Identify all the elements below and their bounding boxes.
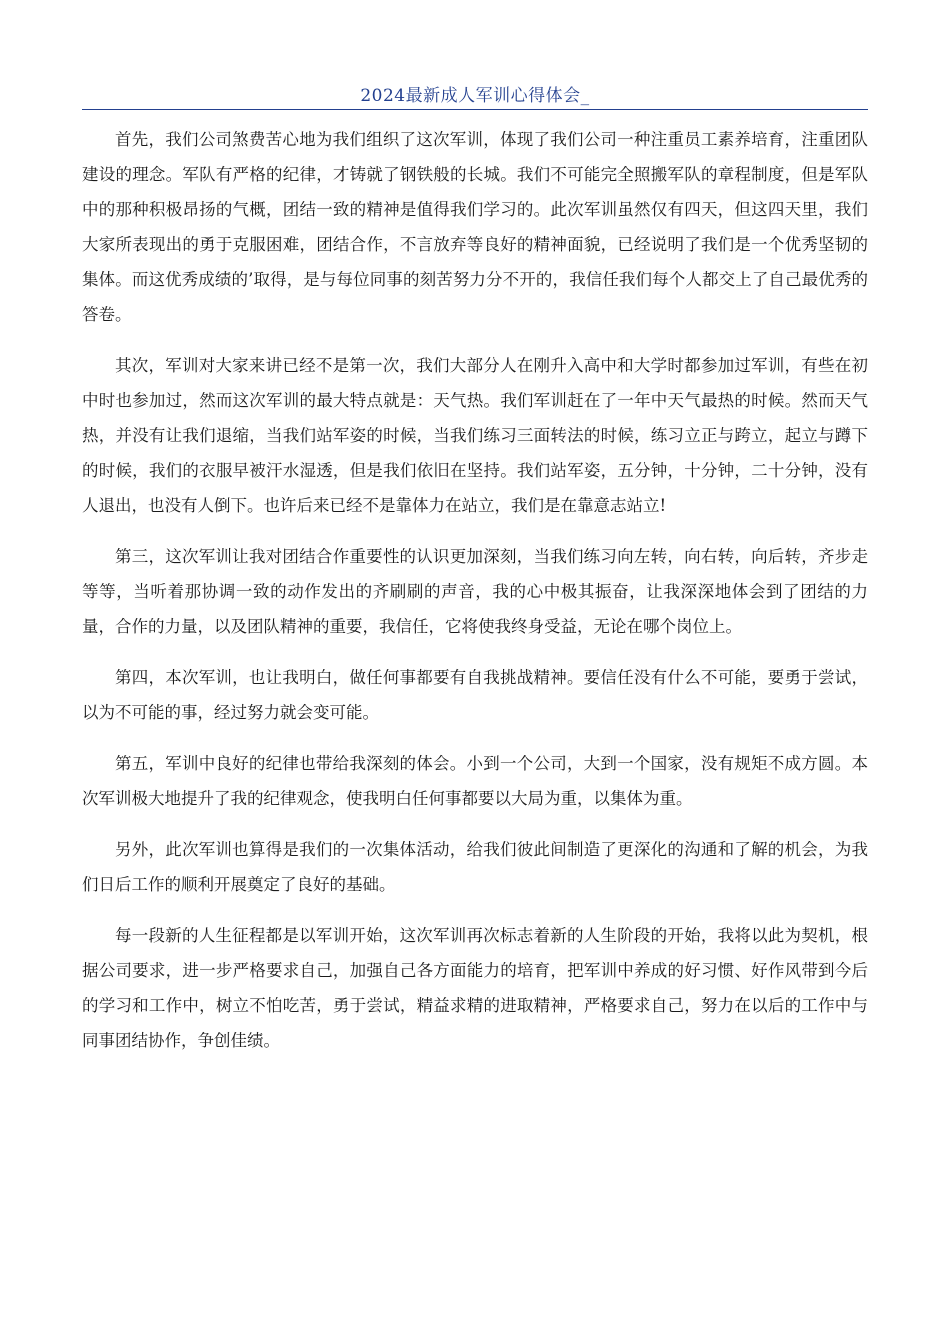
paragraph-3: 第三，这次军训让我对团结合作重要性的认识更加深刻，当我们练习向左转，向右转，向后转，齐步走等等，当听着那协调一致的动作发出的齐刷刷的声音，我的心中极其振奋，让我深深地体会到了团结的力量，合作的力量，以及团队精神的重要，我信任，它将使我终身受益，无论在哪个岗位上。 (82, 547, 868, 636)
document-body (82, 122, 868, 1074)
paragraph-5: 第五，军训中良好的纪律也带给我深刻的体会。小到一个公司，大到一个国家，没有规矩不成方圆。本次军训极大地提升了我的纪律观念，使我明白任何事都要以大局为重，以集体为重。 (82, 754, 868, 808)
document-title: 2024最新成人军训心得体会_ (360, 86, 590, 106)
paragraph-7: 每一段新的人生征程都是以军训开始，这次军训再次标志着新的人生阶段的开始，我将以此为契机，根据公司要求，进一步严格要求自己，加强自己各方面能力的培育，把军训中养成的好习惯、好作风带到今后的学习和工作中，树立不怕吃苦，勇于尝试，精益求精的进取精神，严格要求自己，努力在以后的工作中与同事团结协作，争创佳绩。 (82, 926, 868, 1050)
paragraph-4: 第四，本次军训，也让我明白，做任何事都要有自我挑战精神。要信任没有什么不可能，要勇于尝试，以为不可能的事，经过努力就会变可能。 (82, 668, 868, 722)
paragraph-1: 首先，我们公司煞费苦心地为我们组织了这次军训，体现了我们公司一种注重员工素养培育，注重团队建设的理念。军队有严格的纪律，才铸就了钢铁般的长城。我们不可能完全照搬军队的章程制度，但是军队中的那种积极昂扬的气概，团结一致的精神是值得我们学习的。此次军训虽然仅有四天，但这四天里，我们大家所表现出的勇于克服困难，团结合作，不言放弃等良好的精神面貌，已经说明了我们是一个优秀坚韧的集体。而这优秀成绩的’取得，是与每位同事的刻苦努力分不开的，我信任我们每个人都交上了自己最优秀的答卷。 (82, 130, 868, 324)
paragraph-2: 其次，军训对大家来讲已经不是第一次，我们大部分人在刚升入高中和大学时都参加过军训，有些在初中时也参加过，然而这次军训的最大特点就是：天气热。我们军训赶在了一年中天气最热的时候。然而天气热，并没有让我们退缩，当我们站军姿的时候，当我们练习三面转法的时候，练习立正与跨立，起立与蹲下的时候，我们的衣服早被汗水湿透，但是我们依旧在坚持。我们站军姿，五分钟，十分钟，二十分钟，没有人退出，也没有人倒下。也许后来已经不是靠体力在站立，我们是在靠意志站立! (82, 356, 868, 515)
title-underline (82, 109, 868, 110)
paragraph-6: 另外，此次军训也算得是我们的一次集体活动，给我们彼此间制造了更深化的沟通和了解的机会，为我们日后工作的顺利开展奠定了良好的基础。 (82, 840, 868, 894)
